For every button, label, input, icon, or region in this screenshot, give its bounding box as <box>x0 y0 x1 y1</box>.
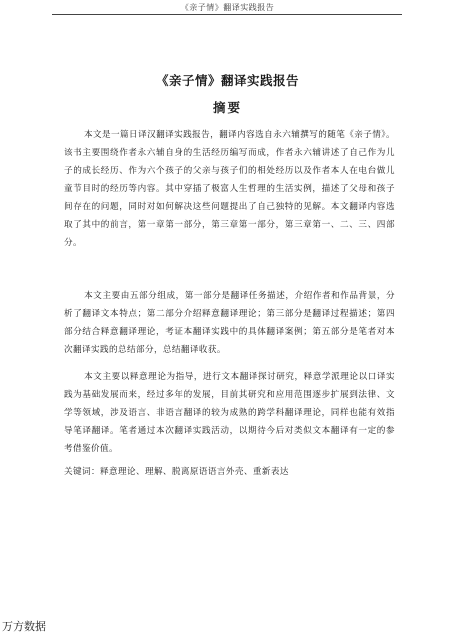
abstract-paragraph <box>64 287 395 359</box>
document-title: 《亲子情》翻译实践报告 <box>155 73 299 88</box>
paragraph-text: 本文主要以释意理论为指导，进行文本翻译探讨研究，释意学派理论以口译实践为基础发展而来，经过多年的发展，目前其研究和应用范围逐步扩展到法律、文学等领域，涉及语言、非语言翻译的较为成熟的跨学科翻译理论，同样也能有效指导笔译翻译。笔者通过本次翻译实践活动，以期待今后对类似文本翻译有一定的参考借鉴价值。 <box>64 372 395 454</box>
paragraph-text: 本文主要由五部分组成，第一部分是翻译任务描述，介绍作者和作品背景，分析了翻译文本特点；第二部分介绍释意翻译理论；第三部分是翻译过程描述；第四部分结合释意翻译理论，考证本翻译实践中的具体翻译案例；第五部分是笔者对本次翻译实践的总结部分，总结翻译收获。 <box>64 291 395 355</box>
keywords-line: 关键词：释意理论、理解、脱离原语语言外壳、重新表达 <box>64 467 289 477</box>
abstract-heading: 摘要 <box>212 100 242 115</box>
abstract-paragraph <box>64 368 395 458</box>
header-divider <box>52 14 402 15</box>
source-watermark: 万方数据 <box>2 620 46 633</box>
running-header: 《亲子情》翻译实践报告 <box>180 3 275 12</box>
abstract-paragraph <box>64 126 395 252</box>
paragraph-text: 本文是一篇日译汉翻译实践报告，翻译内容选自永六辅撰写的随笔《亲子情》。该书主要围绕作者永六辅自身的生活经历编写而成，作者永六辅讲述了自己作为儿子的成长经历、作为六个孩子的父亲与孩子们的相处经历以及作者本人在电台做儿童节目时的经历等内容。其中穿插了极富人生哲理的生活实例，描述了父母和孩子间存在的问题，同时对如何解决这些问题提出了自己独特的见解。本文翻译内容选取了其中的前言，第一章第一部分，第三章第一部分，第三章第一、二、三、四部分。 <box>64 130 395 248</box>
